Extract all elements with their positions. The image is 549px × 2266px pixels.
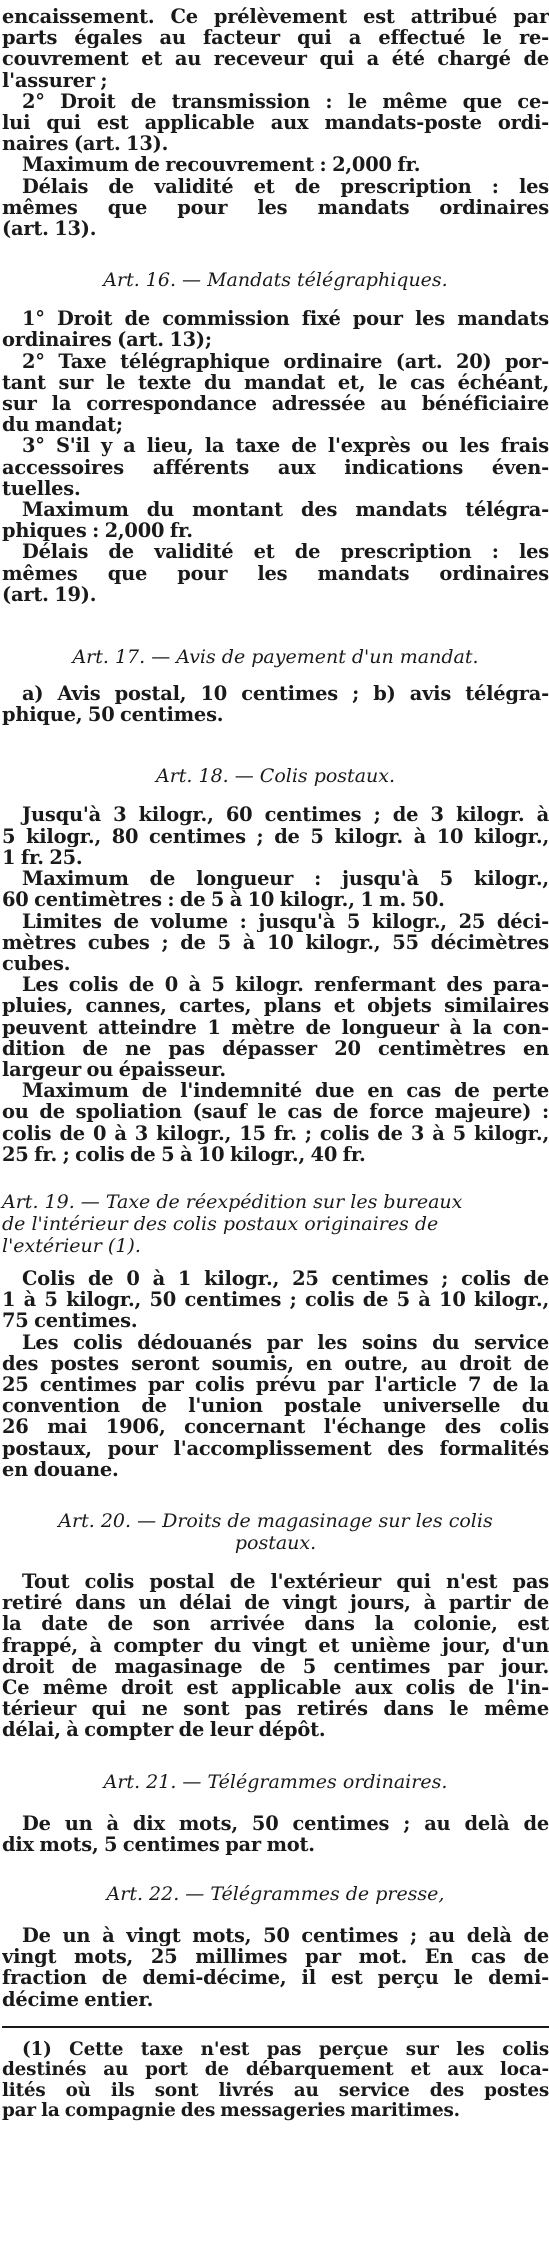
text-line: sur la correspondance adressée au bénéficiaire — [2, 393, 549, 415]
text-line: De un à vingt mots, 50 centimes ; au delà de — [22, 1925, 549, 1947]
article-heading-text: Art. 18. — Colis postaux. — [155, 765, 396, 788]
paragraph — [2, 176, 549, 240]
text-line: pluies, cannes, cartes, plans et objets similaires — [2, 995, 549, 1017]
text-line: encaissement. Ce prélèvement est attribué par — [2, 6, 549, 28]
paragraph-text — [2, 1080, 549, 1165]
text-line: 60 centimètres : de 5 à 10 kilogr., 1 m. 50. — [2, 889, 445, 911]
text-line: largeur ou épaisseur. — [2, 1058, 226, 1081]
text-line: 3° S'il y a lieu, la taxe de l'exprès ou les frais — [22, 435, 549, 457]
text-line: ou de spoliation (sauf le cas de force majeure) : — [2, 1101, 549, 1123]
text-line: peuvent atteindre 1 mètre de longueur à la con- — [2, 1016, 549, 1038]
text-line: droit de magasinage de 5 centimes par jour. — [2, 1655, 549, 1677]
text-line: mêmes que pour les mandats ordinaires — [2, 562, 549, 584]
article-heading-text: Art. 16. — Mandats télégraphiques. — [103, 269, 448, 292]
paragraph-text — [2, 1571, 549, 1741]
text-line: De un à dix mots, 50 centimes ; au delà de — [22, 1812, 549, 1834]
paragraph — [2, 308, 549, 350]
text-line: 1 à 5 kilogr., 50 centimes ; colis de 5 à 10 kilogr., — [2, 1289, 549, 1311]
text-line: postaux, pour l'accomplissement des formalités — [2, 1437, 549, 1459]
article-heading-text: Art. 21. — Télégrammes ordinaires. — [103, 1770, 448, 1793]
text-line: térieur qui ne sont pas retirés dans le même — [2, 1698, 549, 1720]
text-line: phiques : 2,000 fr. — [2, 520, 193, 542]
text-line: (art. 13). — [2, 218, 97, 240]
text-line: phique, 50 centimes. — [2, 704, 224, 726]
paragraph-text — [2, 435, 549, 499]
paragraph — [2, 868, 549, 910]
paragraph-text — [2, 911, 549, 975]
paragraph-text — [2, 683, 549, 725]
text-line: frappé, à compter du vingt et unième jour, d'un — [2, 1634, 549, 1656]
text-line: 2° Taxe télégraphique ordinaire (art. 20) por- — [22, 350, 549, 372]
article-heading — [2, 1771, 549, 1793]
paragraph-text — [2, 541, 549, 605]
paragraph-text — [2, 974, 549, 1080]
paragraph — [2, 499, 549, 541]
text-line: Maximum du montant des mandats télégra- — [22, 499, 549, 521]
text-line: a) Avis postal, 10 centimes ; b) avis télégra- — [22, 683, 549, 705]
text-line: naires (art. 13). — [2, 133, 169, 155]
text-line: mêmes que pour les mandats ordinaires — [2, 196, 549, 219]
article-heading-text: postaux. — [234, 1531, 317, 1554]
text-line: 1 fr. 25. — [2, 846, 83, 869]
text-line: l'assurer ; — [2, 69, 108, 91]
paragraph — [2, 91, 549, 155]
text-line: couvrement et au receveur qui a été chargé de — [2, 48, 549, 70]
article-heading-text: de l'intérieur des colis postaux originaires de — [2, 1212, 439, 1235]
text-line: Maximum de l'indemnité due en cas de perte — [22, 1080, 549, 1102]
text-line: décime entier. — [2, 1988, 154, 2010]
paragraph — [2, 974, 549, 1080]
article-heading-text: Art. 19. — Taxe de réexpédition sur les bureaux — [2, 1190, 463, 1213]
text-line: délai, à compter de leur dépôt. — [2, 1719, 326, 1741]
text-line: par la compagnie des messageries maritimes. — [2, 2101, 460, 2122]
paragraph — [2, 1332, 549, 1480]
text-line: 5 kilogr., 80 centimes ; de 5 kilogr. à 10 kilogr., — [2, 825, 549, 847]
text-line: parts égales au facteur qui a effectué le re- — [2, 27, 549, 49]
paragraph — [2, 911, 549, 975]
text-line: Délais de validité et de prescription : les — [22, 175, 549, 197]
text-line: convention de l'union postale universelle du — [2, 1395, 549, 1417]
article-heading — [2, 765, 549, 787]
text-line: la date de son arrivée dans la colonie, est — [2, 1613, 549, 1635]
paragraph-text — [2, 91, 549, 155]
text-line: 25 fr. ; colis de 5 à 10 kilogr., 40 fr. — [2, 1143, 366, 1165]
paragraph-text — [2, 2040, 549, 2122]
footnote — [2, 2040, 549, 2122]
paragraph-text — [2, 1925, 549, 2010]
paragraph — [2, 435, 549, 499]
article-heading — [2, 1883, 549, 1905]
text-line: accessoires afférents aux indications éven- — [2, 456, 549, 478]
text-line: mètres cubes ; de 5 à 10 kilogr., 55 décimètres — [2, 931, 549, 953]
paragraph-text — [2, 1332, 549, 1480]
paragraph-text — [2, 176, 549, 240]
paragraph — [2, 6, 549, 91]
text-line: retiré dans un délai de vingt jours, à partir de — [2, 1592, 549, 1614]
paragraph — [2, 1925, 549, 2010]
text-line: vingt mots, 25 millimes par mot. En cas de — [2, 1946, 549, 1968]
paragraph — [2, 1268, 549, 1332]
text-line: 2° Droit de transmission : le même que ce- — [22, 90, 549, 113]
article-heading — [2, 269, 549, 291]
text-line: 75 centimes. — [2, 1310, 138, 1332]
paragraph — [2, 804, 549, 868]
text-line: en douane. — [2, 1458, 119, 1480]
footnote-divider — [2, 2026, 549, 2028]
paragraph-text — [2, 1813, 549, 1855]
text-line: tant sur le texte du mandat et, le cas échéant, — [2, 371, 549, 394]
paragraph-text — [2, 804, 549, 868]
text-line: Les colis dédouanés par les soins du service — [22, 1331, 549, 1353]
text-line: Délais de validité et de prescription : les — [22, 541, 549, 563]
paragraph-text — [2, 308, 549, 350]
article-heading — [2, 646, 549, 668]
article-heading-text: Art. 20. — Droits de magasinage sur les colis — [58, 1509, 493, 1532]
paragraph — [2, 683, 549, 725]
paragraph — [2, 154, 549, 175]
text-line: ordinaires (art. 13); — [2, 329, 212, 351]
text-line: Les colis de 0 à 5 kilogr. renfermant des para- — [22, 974, 549, 996]
text-line: Limites de volume : jusqu'à 5 kilogr., 25 déci- — [22, 910, 549, 932]
paragraph-text — [2, 154, 549, 175]
text-line: des postes seront soumis, en outre, au droit de — [2, 1352, 549, 1374]
paragraph — [2, 541, 549, 605]
text-line: Tout colis postal de l'extérieur qui n'est pas — [22, 1570, 549, 1593]
text-line: 1° Droit de commission fixé pour les mandats — [22, 308, 549, 330]
text-line: destinés au port de débarquement et aux loca- — [2, 2060, 549, 2081]
text-line: lités où ils sont livrés au service des postes — [2, 2080, 549, 2101]
paragraph-text — [2, 499, 549, 541]
text-line: Colis de 0 à 1 kilogr., 25 centimes ; colis de — [22, 1267, 549, 1290]
article-heading-text: Art. 22. — Télégrammes de presse, — [106, 1883, 445, 1905]
text-line: (art. 19). — [2, 583, 97, 606]
text-line: cubes. — [2, 952, 71, 975]
paragraph — [2, 1080, 549, 1165]
text-line: dition de ne pas dépasser 20 centimètres en — [2, 1037, 549, 1059]
text-line: Jusqu'à 3 kilogr., 60 centimes ; de 3 kilogr. à — [22, 804, 549, 826]
text-line: 26 mai 1906, concernant l'échange des colis — [2, 1416, 549, 1438]
paragraph-text — [2, 868, 549, 910]
text-line: tuelles. — [2, 477, 81, 500]
paragraph-text — [2, 6, 549, 91]
paragraph — [2, 1813, 549, 1855]
text-line: du mandat; — [2, 414, 123, 436]
paragraph-text — [2, 1268, 549, 1332]
text-line: fraction de demi-décime, il est perçu le demi- — [2, 1967, 549, 1989]
text-line: Maximum de recouvrement : 2,000 fr. — [22, 154, 421, 176]
paragraph — [2, 351, 549, 436]
text-line: Ce même droit est applicable aux colis de l'in- — [2, 1676, 549, 1699]
text-line: colis de 0 à 3 kilogr., 15 fr. ; colis de 3 à 5 kilogr., — [2, 1122, 549, 1144]
text-line: (1) Cette taxe n'est pas perçue sur les colis — [22, 2039, 549, 2060]
text-line: 25 centimes par colis prévu par l'article 7 de la — [2, 1373, 549, 1396]
article-heading-text: Art. 17. — Avis de payement d'un mandat. — [72, 646, 479, 669]
text-line: lui qui est applicable aux mandats-poste ordi- — [2, 112, 549, 134]
paragraph — [2, 1571, 549, 1741]
article-heading — [2, 1191, 549, 1257]
text-line: Maximum de longueur : jusqu'à 5 kilogr., — [22, 868, 549, 890]
text-line: dix mots, 5 centimes par mot. — [2, 1833, 315, 1855]
article-heading-text: l'extérieur (1). — [2, 1234, 141, 1257]
article-heading — [2, 1510, 549, 1554]
paragraph-text — [2, 351, 549, 436]
